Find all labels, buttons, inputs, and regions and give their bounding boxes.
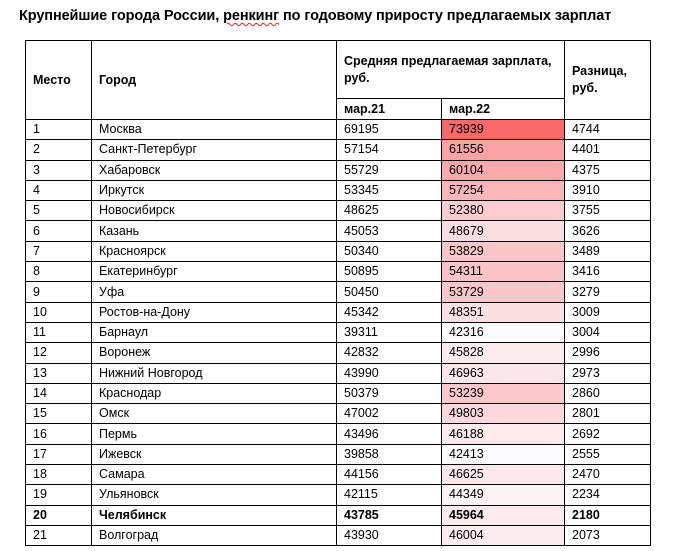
cell-diff: 4401 [565, 140, 651, 160]
cell-mar22: 48679 [442, 221, 565, 241]
cell-diff: 2180 [565, 505, 651, 525]
table-row [26, 201, 651, 221]
table-row [26, 140, 651, 160]
table-row [26, 262, 651, 282]
cell-mar21: 45342 [337, 302, 442, 322]
cell-mar22: 52380 [442, 201, 565, 221]
cell-diff: 2073 [565, 525, 651, 545]
cell-mar21: 39858 [337, 444, 442, 464]
cell-mar22: 46004 [442, 525, 565, 545]
cell-mar21: 50450 [337, 282, 442, 302]
cell-mar22: 60104 [442, 160, 565, 180]
cell-place: 13 [26, 363, 92, 383]
cell-city: Санкт-Петербург [92, 140, 337, 160]
cell-mar22: 53829 [442, 241, 565, 261]
table-row [26, 525, 651, 545]
cell-place: 3 [26, 160, 92, 180]
table-row [26, 302, 651, 322]
table-row [26, 444, 651, 464]
cell-place: 10 [26, 302, 92, 322]
table-row [26, 505, 651, 525]
cell-city: Новосибирск [92, 201, 337, 221]
cell-place: 6 [26, 221, 92, 241]
cell-mar22: 49803 [442, 404, 565, 424]
cell-city: Хабаровск [92, 160, 337, 180]
header-salary: Средняя предлагаемая зарплата, руб. [337, 41, 565, 99]
cell-mar21: 48625 [337, 201, 442, 221]
cell-mar21: 42115 [337, 485, 442, 505]
table-row [26, 221, 651, 241]
cell-place: 17 [26, 444, 92, 464]
table-row [26, 120, 651, 140]
cell-place: 20 [26, 505, 92, 525]
cell-mar21: 42832 [337, 343, 442, 363]
cell-place: 5 [26, 201, 92, 221]
cell-place: 18 [26, 465, 92, 485]
cell-place: 4 [26, 180, 92, 200]
cell-mar21: 43496 [337, 424, 442, 444]
cell-city: Екатеринбург [92, 262, 337, 282]
table-row [26, 404, 651, 424]
cell-diff: 2470 [565, 465, 651, 485]
cell-city: Нижний Новгород [92, 363, 337, 383]
cell-place: 16 [26, 424, 92, 444]
cell-mar21: 44156 [337, 465, 442, 485]
cell-city: Ростов-на-Дону [92, 302, 337, 322]
cell-mar21: 55729 [337, 160, 442, 180]
title-rest: по годовому приросту предлагаемых зарплат [279, 8, 612, 24]
cell-mar22: 54311 [442, 262, 565, 282]
ranking-table [25, 40, 651, 546]
cell-city: Москва [92, 120, 337, 140]
cell-diff: 2860 [565, 383, 651, 403]
cell-mar22: 45828 [442, 343, 565, 363]
cell-city: Уфа [92, 282, 337, 302]
cell-mar22: 48351 [442, 302, 565, 322]
cell-mar21: 43785 [337, 505, 442, 525]
cell-mar22: 46963 [442, 363, 565, 383]
cell-diff: 2801 [565, 404, 651, 424]
title-main: Крупнейшие города России, [19, 8, 224, 24]
cell-diff: 3004 [565, 322, 651, 342]
header-row [26, 41, 651, 99]
table-row [26, 241, 651, 261]
cell-diff: 2996 [565, 343, 651, 363]
cell-mar21: 50340 [337, 241, 442, 261]
cell-mar21: 43990 [337, 363, 442, 383]
header-diff: Разница, руб. [565, 41, 651, 120]
cell-mar22: 57254 [442, 180, 565, 200]
cell-diff: 2555 [565, 444, 651, 464]
cell-diff: 4375 [565, 160, 651, 180]
header-mar22: мар.22 [442, 99, 565, 120]
cell-place: 7 [26, 241, 92, 261]
cell-mar22: 53729 [442, 282, 565, 302]
cell-place: 11 [26, 322, 92, 342]
cell-mar21: 43930 [337, 525, 442, 545]
table-row [26, 180, 651, 200]
cell-place: 19 [26, 485, 92, 505]
cell-mar21: 57154 [337, 140, 442, 160]
cell-diff: 3910 [565, 180, 651, 200]
cell-mar22: 44349 [442, 485, 565, 505]
header-city: Город [92, 41, 337, 120]
cell-place: 1 [26, 120, 92, 140]
table-row [26, 363, 651, 383]
cell-city: Омск [92, 404, 337, 424]
header-mar21: мар.21 [337, 99, 442, 120]
table-row [26, 322, 651, 342]
page-title [19, 8, 611, 24]
cell-diff: 2234 [565, 485, 651, 505]
table-row [26, 485, 651, 505]
cell-mar22: 61556 [442, 140, 565, 160]
cell-place: 12 [26, 343, 92, 363]
table-row [26, 282, 651, 302]
cell-place: 2 [26, 140, 92, 160]
cell-diff: 3626 [565, 221, 651, 241]
cell-mar22: 73939 [442, 120, 565, 140]
cell-city: Воронеж [92, 343, 337, 363]
table-row [26, 383, 651, 403]
header-place: Место [26, 41, 92, 120]
cell-diff: 4744 [565, 120, 651, 140]
cell-mar22: 45964 [442, 505, 565, 525]
cell-city: Казань [92, 221, 337, 241]
cell-city: Ижевск [92, 444, 337, 464]
cell-city: Ульяновск [92, 485, 337, 505]
cell-city: Краснодар [92, 383, 337, 403]
cell-diff: 3489 [565, 241, 651, 261]
cell-mar22: 46625 [442, 465, 565, 485]
cell-mar21: 47002 [337, 404, 442, 424]
cell-mar22: 46188 [442, 424, 565, 444]
title-misspelled-word: ренкинг [223, 8, 280, 24]
cell-mar21: 53345 [337, 180, 442, 200]
cell-city: Самара [92, 465, 337, 485]
cell-mar21: 45053 [337, 221, 442, 241]
table-body [26, 120, 651, 546]
cell-mar21: 69195 [337, 120, 442, 140]
table-row [26, 343, 651, 363]
cell-mar21: 50895 [337, 262, 442, 282]
cell-place: 8 [26, 262, 92, 282]
table-row [26, 424, 651, 444]
cell-city: Барнаул [92, 322, 337, 342]
cell-place: 21 [26, 525, 92, 545]
cell-diff: 2692 [565, 424, 651, 444]
cell-mar22: 42413 [442, 444, 565, 464]
cell-diff: 3755 [565, 201, 651, 221]
cell-mar21: 39311 [337, 322, 442, 342]
cell-city: Красноярск [92, 241, 337, 261]
cell-city: Челябинск [92, 505, 337, 525]
cell-mar22: 53239 [442, 383, 565, 403]
table-row [26, 160, 651, 180]
cell-diff: 2973 [565, 363, 651, 383]
cell-city: Пермь [92, 424, 337, 444]
cell-diff: 3009 [565, 302, 651, 322]
cell-city: Иркутск [92, 180, 337, 200]
cell-mar22: 42316 [442, 322, 565, 342]
cell-place: 14 [26, 383, 92, 403]
cell-place: 9 [26, 282, 92, 302]
cell-mar21: 50379 [337, 383, 442, 403]
cell-diff: 3279 [565, 282, 651, 302]
table-row [26, 465, 651, 485]
cell-diff: 3416 [565, 262, 651, 282]
cell-city: Волгоград [92, 525, 337, 545]
cell-place: 15 [26, 404, 92, 424]
